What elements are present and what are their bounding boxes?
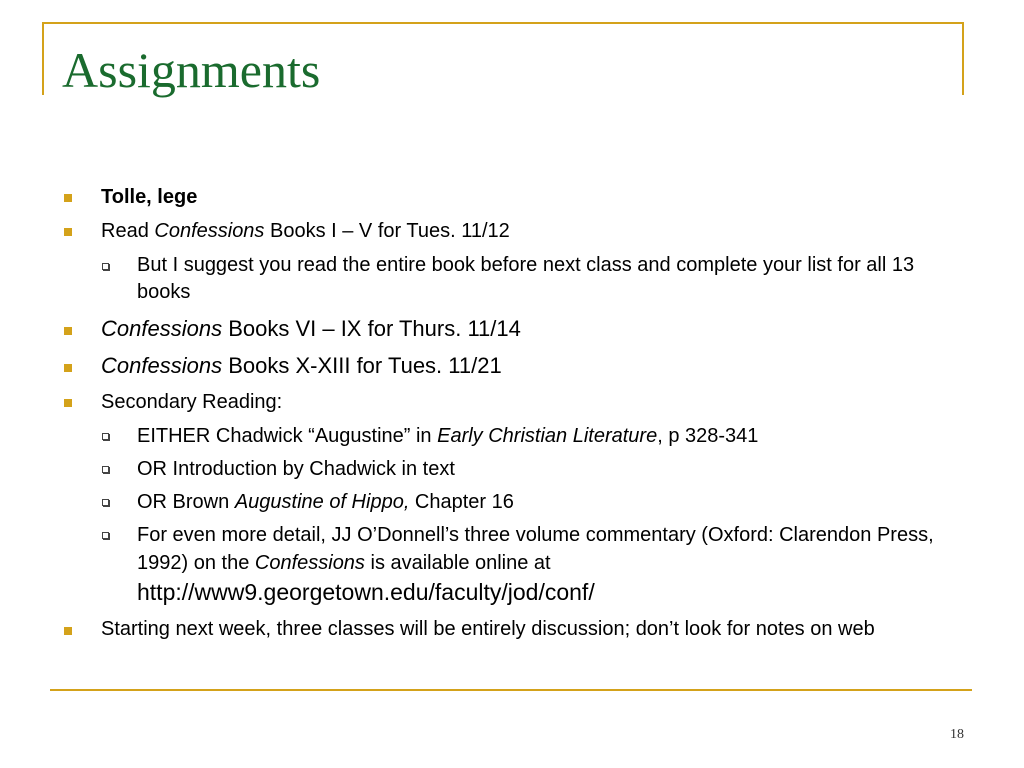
italic-title: Confessions xyxy=(101,316,223,341)
bullet-item xyxy=(64,351,964,381)
text-run: , p 328-341 xyxy=(657,425,759,447)
hollow-box-bullet-icon xyxy=(102,433,109,440)
sub-bullet-item xyxy=(101,488,961,517)
bullet-text xyxy=(101,217,964,246)
bullet-text: Secondary Reading: xyxy=(101,391,283,413)
page-number: 18 xyxy=(950,727,964,742)
text-run: is available online at xyxy=(364,552,551,574)
title-frame-top-rule xyxy=(42,22,964,24)
text-run: OR Brown xyxy=(137,491,235,513)
title-frame-right-rule xyxy=(962,22,964,95)
hollow-box-bullet-icon xyxy=(102,263,109,270)
bullet-text: OR Introduction by Chadwick in text xyxy=(137,458,455,480)
bullet-text xyxy=(137,521,961,577)
text-run: Books VI – IX for Thurs. 11/14 xyxy=(222,316,521,341)
bullet-item xyxy=(64,183,964,212)
italic-title: Early Christian Literature xyxy=(437,425,658,447)
text-run: For even more detail, JJ O’Donnell’s three volume commentary (Oxford: Clarendon Press, 1992) on the xyxy=(137,524,934,574)
italic-title: Confessions xyxy=(254,552,365,574)
text-run: Books I – V for Tues. 11/12 xyxy=(264,220,510,242)
bullet-item xyxy=(64,616,944,643)
sub-bullet-item xyxy=(101,455,961,484)
bullet-text: But I suggest you read the entire book before next class and complete your list for all 13 books xyxy=(137,254,915,303)
sub-bullet-item xyxy=(101,252,951,306)
bullet-text: Tolle, lege xyxy=(101,186,198,208)
sub-bullet-item xyxy=(101,521,961,607)
square-bullet-icon xyxy=(64,364,72,372)
bullet-text xyxy=(137,422,961,451)
square-bullet-icon xyxy=(64,399,72,407)
bullet-item xyxy=(64,314,964,344)
italic-title: Augustine of Hippo, xyxy=(234,491,410,513)
italic-title: Confessions xyxy=(101,353,223,378)
bullet-item xyxy=(64,217,964,246)
text-run: Read xyxy=(101,220,155,242)
square-bullet-icon xyxy=(64,194,72,202)
bullet-text xyxy=(101,314,964,344)
hollow-box-bullet-icon xyxy=(102,532,109,539)
hollow-box-bullet-icon xyxy=(102,466,109,473)
sub-bullet-item xyxy=(101,422,961,451)
square-bullet-icon xyxy=(64,627,72,635)
text-run: Books X-XIII for Tues. 11/21 xyxy=(222,353,502,378)
bullet-text xyxy=(137,488,961,517)
italic-title: Confessions xyxy=(154,220,265,242)
hollow-box-bullet-icon xyxy=(102,499,109,506)
conf-commentary-link[interactable]: http://www9.georgetown.edu/faculty/jod/conf/ xyxy=(137,579,595,605)
footer-rule xyxy=(50,689,972,691)
bullet-text xyxy=(101,351,964,381)
text-run: Chapter 16 xyxy=(409,491,514,513)
title-frame-left-rule xyxy=(42,22,44,95)
square-bullet-icon xyxy=(64,327,72,335)
slide-title: Assignments xyxy=(62,42,321,98)
bullet-item xyxy=(64,388,964,417)
bullet-text: Starting next week, three classes will be entirely discussion; don’t look for notes on web xyxy=(101,618,875,640)
text-run: EITHER Chadwick “Augustine” in xyxy=(137,425,438,447)
square-bullet-icon xyxy=(64,228,72,236)
